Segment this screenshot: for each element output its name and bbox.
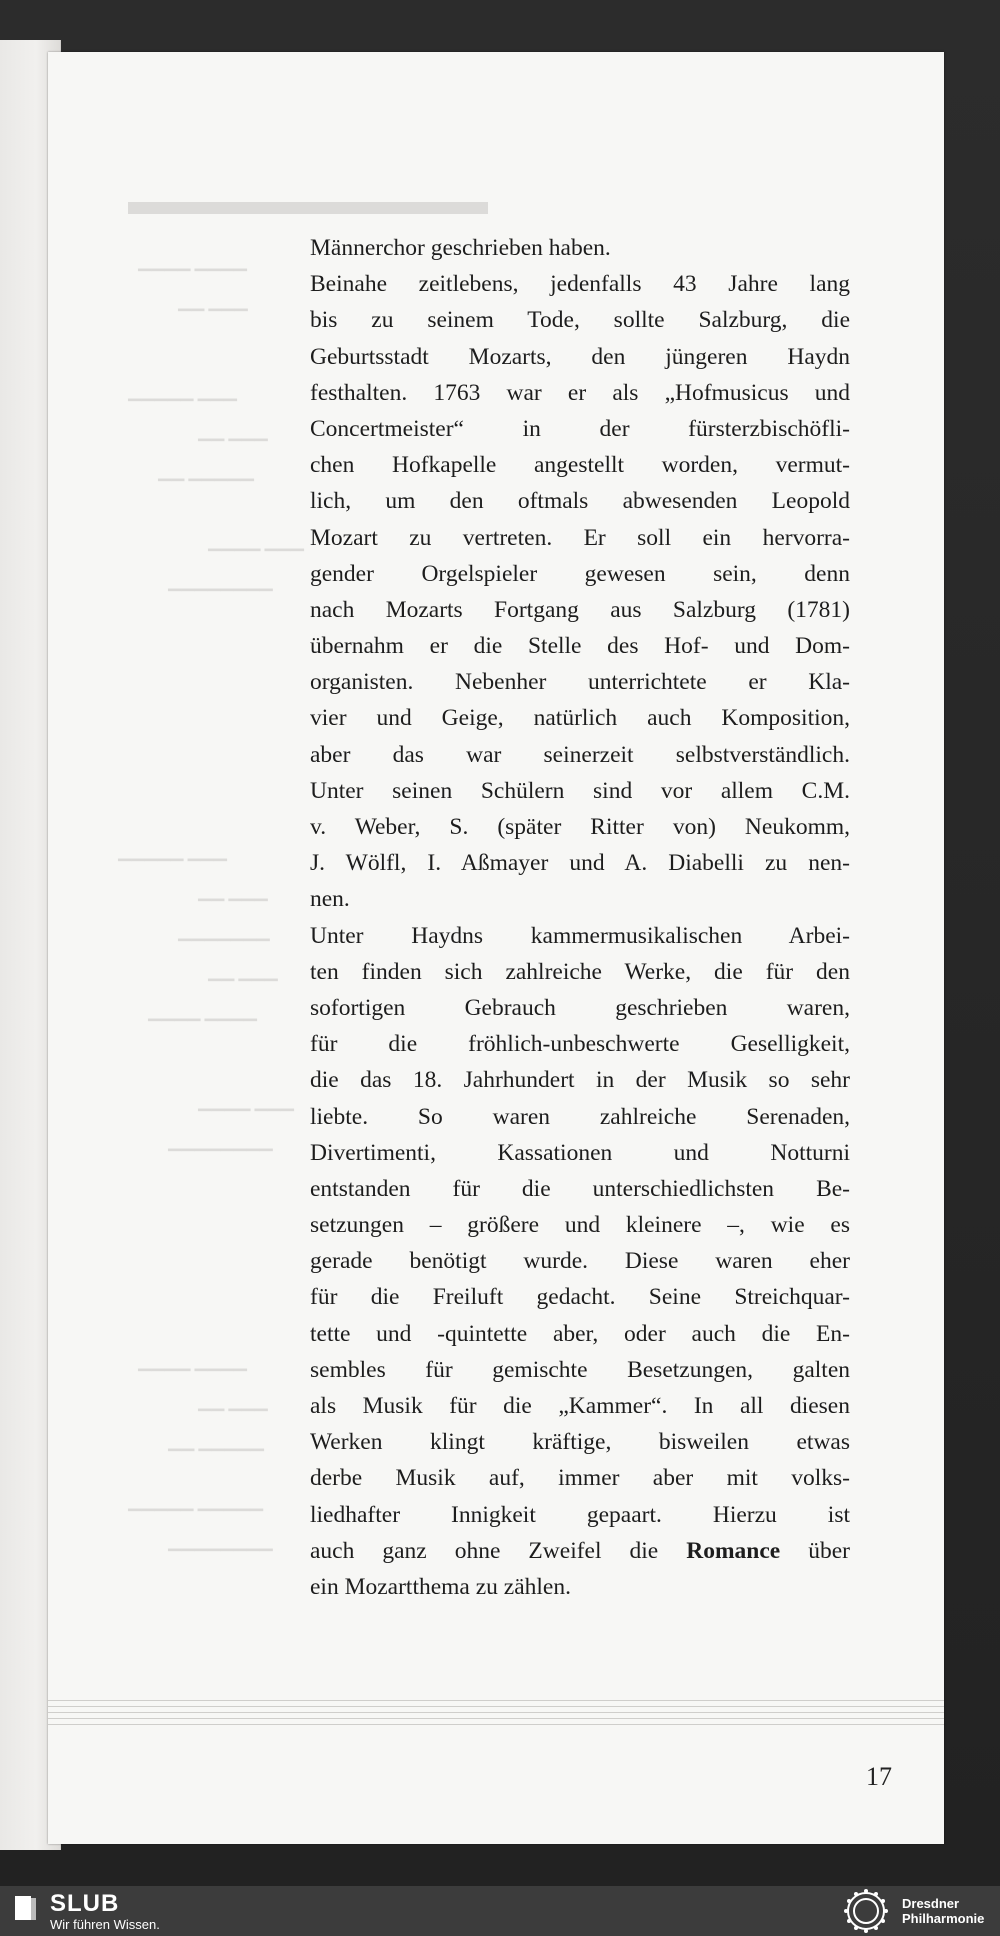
text-line: Werken klingt kräftige, bisweilen etwas [310,1429,850,1456]
show-through-mark: ▁▁ ▁▁▁ [198,1392,268,1411]
slub-logo-text: SLUB [50,1890,120,1917]
text-line: ten finden sich zahlreiche Werke, die für den [310,958,850,985]
text-line: gender Orgelspieler gewesen sein, denn [310,560,850,587]
text-line: v. Weber, S. (später Ritter von) Neukomm, [310,814,850,840]
bold-term-romance: Romance [686,1537,781,1564]
text-line: Unter Haydns kammermusikalischen Arbei- [310,922,850,949]
philharmonie-name [902,1896,984,1926]
text-line: die das 18. Jahrhundert in der Musik so sehr [310,1067,850,1094]
text-line: gerade benötigt wurde. Diese waren eher [310,1248,850,1275]
slub-tagline: Wir führen Wissen. [50,1917,160,1932]
text-line: als Musik für die „Kammer“. In all diesen [310,1393,850,1419]
show-through-mark: ▁▁▁▁▁▁▁▁ [168,1532,273,1551]
philharmonie-logo-icon [840,1889,892,1933]
text-line: chen Hofkapelle angestellt worden, vermut- [310,452,850,479]
show-through-mark: ▁▁ ▁▁▁▁▁ [168,1432,264,1451]
show-through-mark: ▁▁▁▁▁ ▁▁▁▁▁ [128,1492,263,1511]
show-through-mark: ▁▁ ▁▁▁ [178,292,248,311]
text-line: liebte. So waren zahlreiche Serenaden, [310,1103,850,1130]
text-line: sofortigen Gebrauch geschrieben waren, [310,994,850,1021]
text-line: J. Wölfl, I. Aßmayer und A. Diabelli zu nen- [310,850,850,877]
text-line: tette und -quintette aber, oder auch die En- [310,1320,850,1347]
text-line [310,1533,850,1569]
text-line: Unter seinen Schülern sind vor allem C.M. [310,777,850,804]
show-through-heading: ▬▬▬▬▬▬▬▬▬ [128,178,488,223]
text-line: aber das war seinerzeit selbstverständlich. [310,741,850,768]
text-line: für die Freiluft gedacht. Seine Streichquar- [310,1284,850,1311]
staff-line [48,1718,944,1719]
text-line: liedhafter Innigkeit gepaart. Hierzu ist [310,1501,850,1528]
show-through-mark: ▁▁▁▁ ▁▁▁▁ [148,1002,257,1021]
philharmonie-line-2: Philharmonie [902,1911,985,1926]
show-through-mark: ▁▁▁▁▁▁▁▁ [168,572,273,591]
text-line: lich, um den oftmals abwesenden Leopold [310,488,850,515]
show-through-mark: ▁▁▁▁ ▁▁▁ [208,532,304,551]
text-line: ein Mozartthema zu zählen. [310,1573,571,1600]
show-through-mark: ▁▁▁▁▁ ▁▁▁ [128,382,237,401]
show-through-mark: ▁▁ ▁▁▁ [198,422,268,441]
staff-line [48,1724,944,1725]
text-line: nach Mozarts Fortgang aus Salzburg (1781) [310,596,850,623]
body-text [310,230,850,1605]
text-line: vier und Geige, natürlich auch Komposition, [310,705,850,732]
show-through-mark: ▁▁ ▁▁▁ [198,882,268,901]
text-line: sembles für gemischte Besetzungen, galten [310,1356,850,1383]
text-line: entstanden für die unterschiedlichsten Be- [310,1175,850,1202]
show-through-mark: ▁▁▁▁▁ ▁▁▁ [118,842,227,861]
text-line: bis zu seinem Tode, sollte Salzburg, die [310,307,850,334]
text-line: Mozart zu vertreten. Er soll ein hervorra- [310,524,850,551]
text-line: Beinahe zeitlebens, jedenfalls 43 Jahre lang [310,271,850,298]
text-line: Männerchor geschrieben haben. [310,235,611,261]
book-icon [14,1894,38,1922]
show-through-mark: ▁▁ ▁▁▁▁▁ [158,462,254,481]
staff-line [48,1700,944,1701]
text-line: derbe Musik auf, immer aber mit volks- [310,1465,850,1492]
show-through-mark: ▁▁▁▁ ▁▁▁▁ [138,1352,247,1371]
text-line: für die fröhlich-unbeschwerte Geselligkeit, [310,1031,850,1058]
show-through-mark: ▁▁ ▁▁▁ [208,962,278,981]
show-through-mark: ▁▁▁▁ ▁▁▁ [198,1092,294,1111]
text-fragment: über [780,1537,850,1564]
page-number: 17 [866,1762,892,1791]
footer-bar [0,1886,1000,1936]
text-line: Divertimenti, Kassationen und Notturni [310,1139,850,1166]
text-fragment: auch ganz ohne Zweifel die [310,1537,687,1564]
text-line: Geburtsstadt Mozarts, den jüngeren Haydn [310,343,850,370]
document-page [48,52,944,1844]
show-through-mark: ▁▁▁▁ ▁▁▁▁ [138,252,247,271]
text-line: Concertmeister“ in der fürsterzbischöfli- [310,415,850,442]
text-line: festhalten. 1763 war er als „Hofmusicus und [310,379,850,406]
text-line: organisten. Nebenher unterrichtete er Kla- [310,669,850,696]
staff-line [48,1712,944,1713]
philharmonie-line-1: Dresdner [902,1896,960,1911]
staff-line [48,1706,944,1707]
show-through-mark: ▁▁▁▁▁▁▁▁ [168,1132,273,1151]
show-through-mark: ▁▁▁▁▁▁▁ [178,922,270,941]
text-line: übernahm er die Stelle des Hof- und Dom- [310,633,850,660]
text-line: setzungen – größere und kleinere –, wie es [310,1212,850,1239]
text-line: nen. [310,886,350,913]
